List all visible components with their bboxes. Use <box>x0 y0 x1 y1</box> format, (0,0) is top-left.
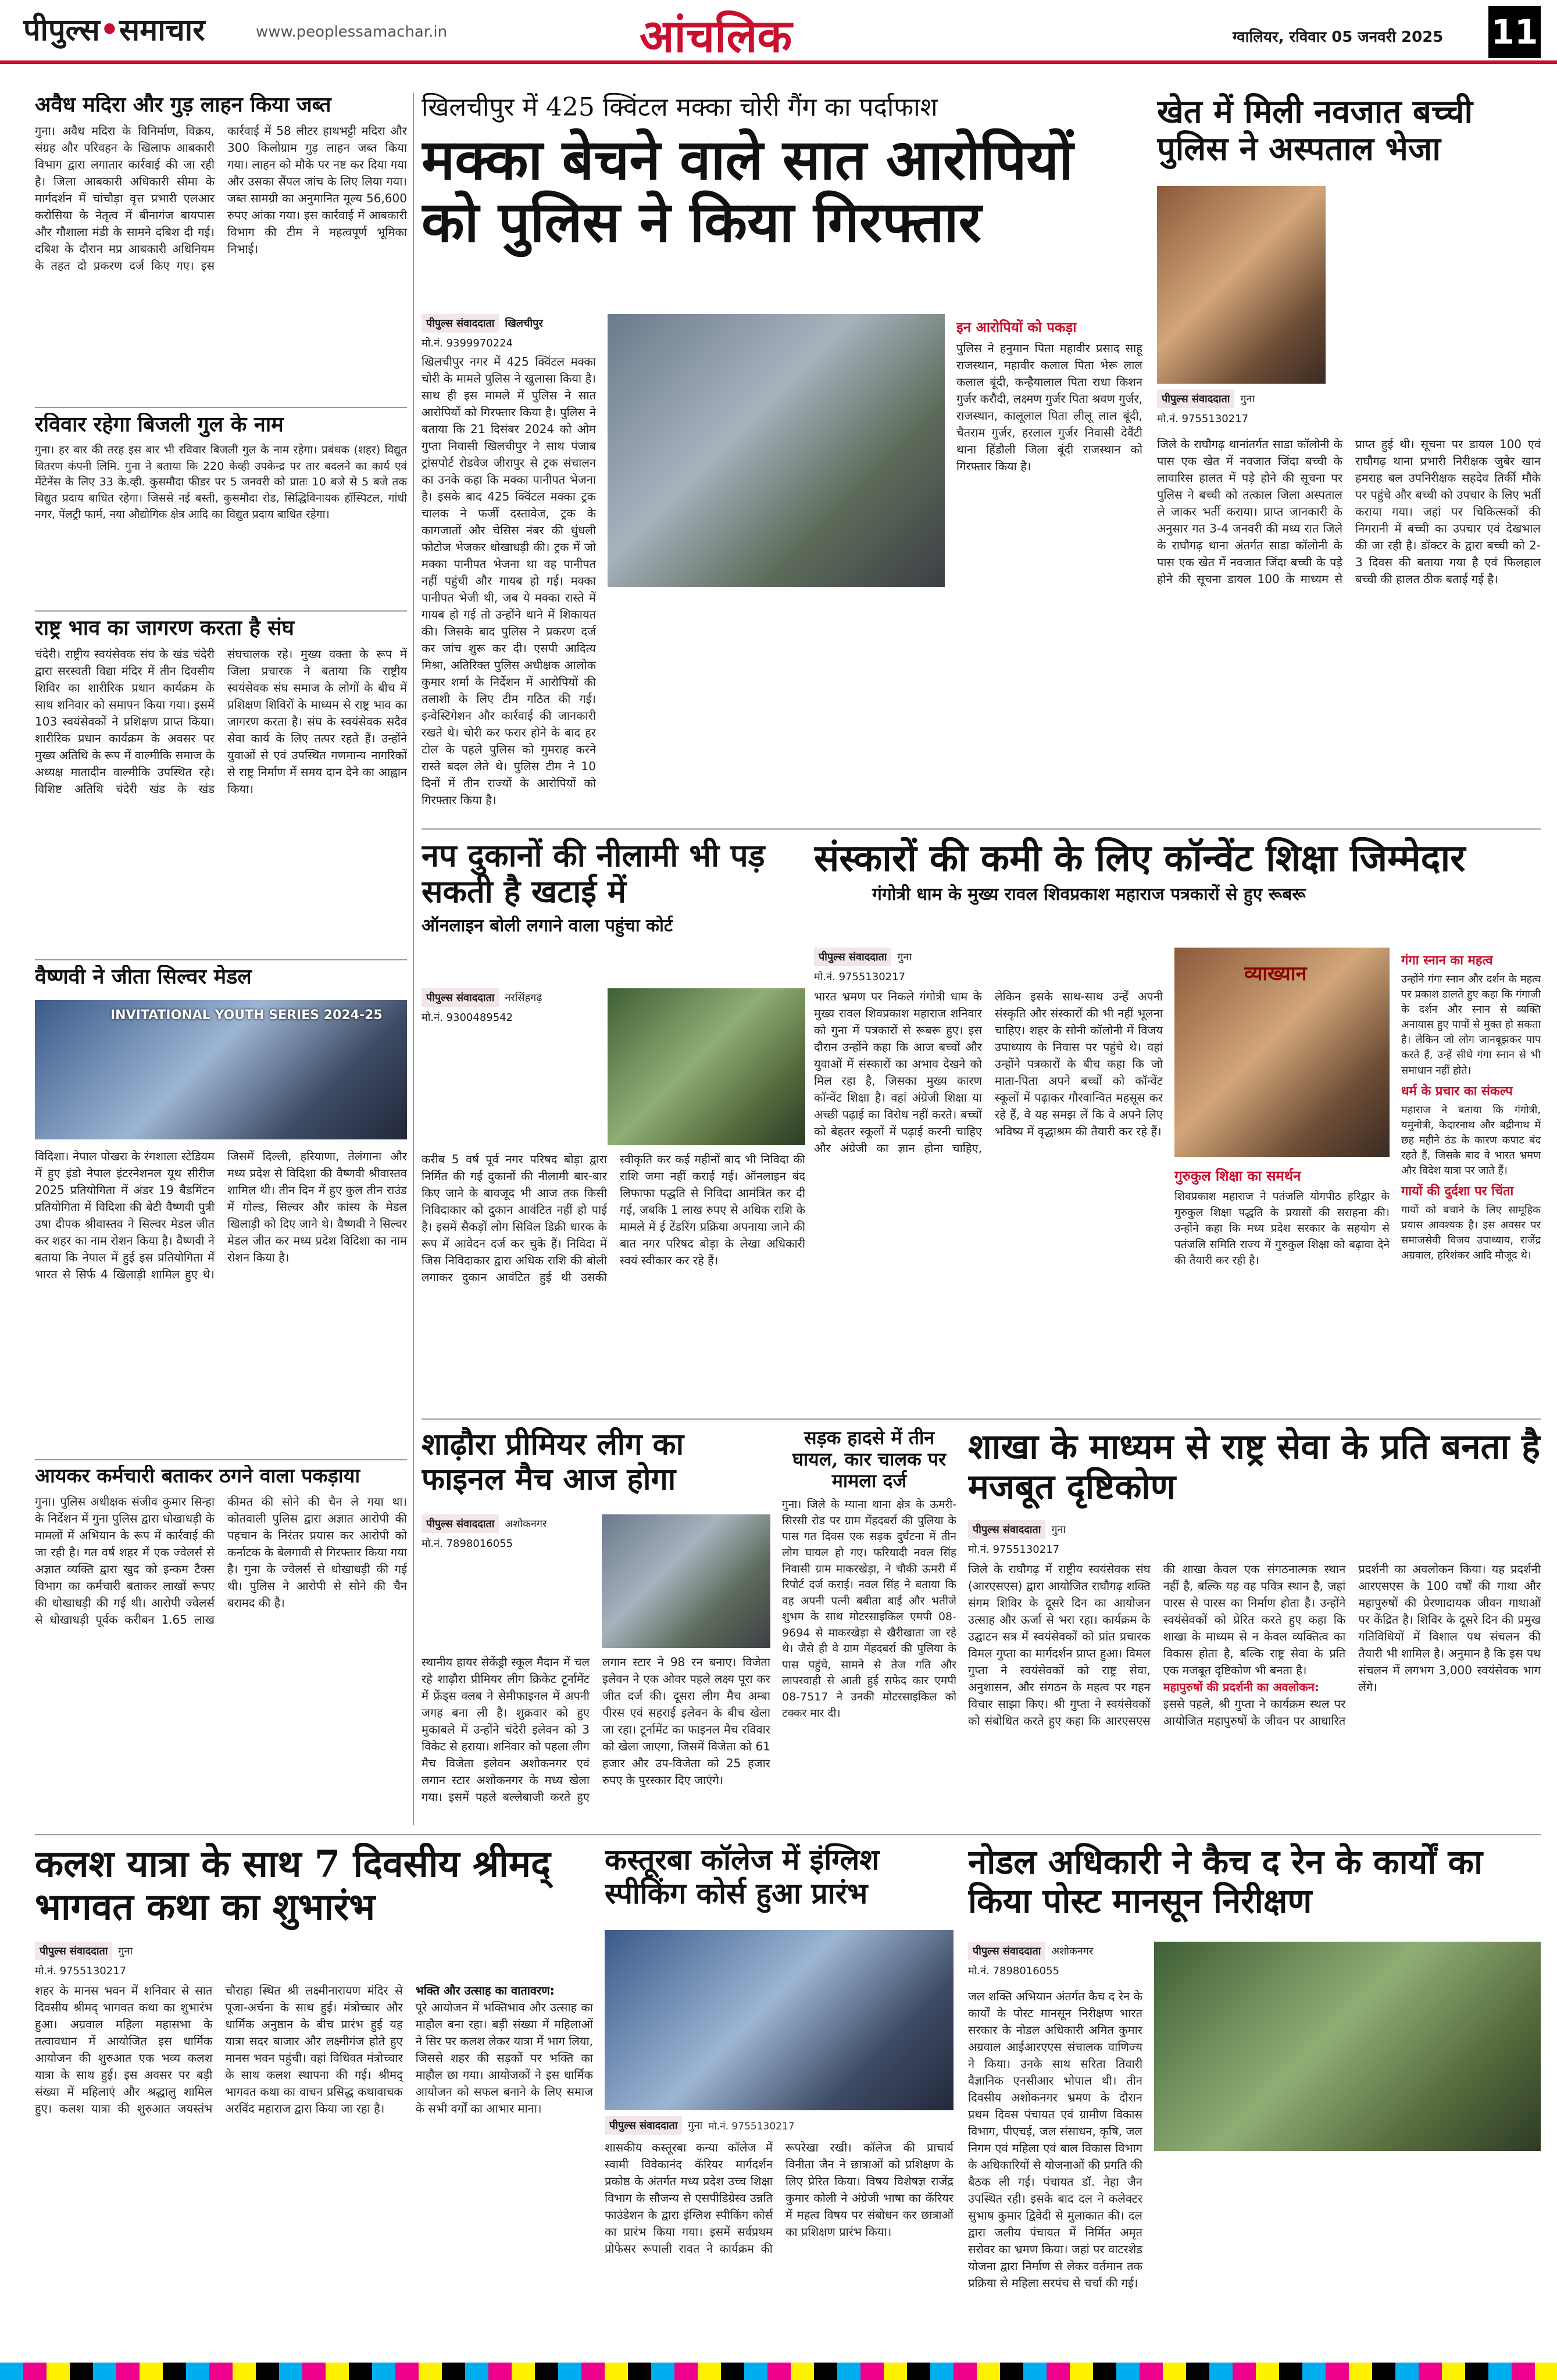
brand-separator: • <box>99 12 120 48</box>
article-body: गुना। हर बार की तरह इस बार भी रविवार बिजली गुल के नाम रहेगा। प्रबंधक (शहर) विद्युत वितरण कंपनी लिमि. गुना ने बताया कि 220 केव्ही उपकेन्द्र पर तार बदलने का कार्य एवं मेंटेनेंस के लिए 33 के.व्ही. कुसमौदा फीडर पर 5 जनवरी को प्रातः 10 बजे से 5 बजे तक विद्युत प्रदाय बाधित रहेगा। जिससे नई बस्ती, कुसमौदा रोड, सिद्धिविनायक हॉस्पिटल, गांधी नगर, पेंलट्री फार्म, नया औद्योगिक क्षेत्र आदि का विद्युत प्रदाय बाधित रहेगा। <box>35 444 407 521</box>
byline-name: पीपुल्स संवाददाता <box>1157 389 1234 408</box>
side-title-cows: गायों की दुर्दशा पर चिंता <box>1401 1184 1514 1199</box>
article-body: भारत भ्रमण पर निकले गंगोत्री धाम के मुख्य रावल शिवप्रकाश महाराज शनिवार को गुना में पत्रकारों से रूबरू हुए। इस दौरान उन्होंने कहा कि आज बच्चों और युवाओं में संस्कारों का अभाव देखने को मिल रहा है, जिसका मुख्य कारण कॉन्वेंट शिक्षा है। वहां अंग्रेजी शिक्षा या अच्छी पढ़ाई का विरोध नहीं करते। बच्चों को बेहतर स्कूलों में पढ़ाई करनी चाहिए और अंग्रेजी का ज्ञान होना चाहिए, लेकिन इसके साथ-साथ उन्हें अपनी संस्कृति और संस्कारों की भी नहीं भूलना चाहिए। शहर के सोनी कॉलोनी में विजय उपाध्याय के निवास पर पहुंचे थे। वहां उन्होंने पत्रकारों के बीच कहा कि जो माता-पिता अपने बच्चों को कॉन्वेंट स्कूलों में पढ़ाकर गौरवान्वित महसूस कर रहे हैं, वे यह समझ लें कि वे अपने लिए भविष्य में वृद्धाश्रम की तैयारी कर रहे हैं। <box>814 989 1163 1155</box>
article-body: जल शक्ति अभियान अंतर्गत कैच द रेन के कार्यों के पोस्ट मानसून निरीक्षण भारत सरकार के नोडल अधिकारी अमित कुमार अग्रवाल आईआरएएस संचालक वाणिज्य ने किया। उनके साथ सरिता तिवारी वैज्ञानिक एनसीआर भोपाल थी। तीन दिवसीय अशोकनगर भ्रमण के दौरान प्रथम दिवस पंचायत एवं ग्रामीण विकास विभाग, पीएचई, जल संसाधन, कृषि, जल निगम एवं महिला एवं बाल विकास विभाग के अधिकारियों से योजनाओं की प्रगति की बैठक ली गई। पंचायत डॉ. नेहा जैन उपस्थित रही। इसके बाद दल ने कलेक्टर सुभाष कुमार द्विवेदी से मुलाकात की। दल द्वारा जलीय पंचायत में निर्मित अमृत सरोवर का भ्रमण किया। जहां पर वाटरशेड योजना द्वारा निर्माण से लेकर वर्तमान तक प्रक्रिया से महिला सरपंच से चर्चा की गई। <box>968 1989 1142 2290</box>
byline <box>422 314 596 333</box>
article-cricket-league <box>422 1427 770 1828</box>
divider <box>35 407 407 408</box>
byline-name: पीपुल्स संवाददाता <box>968 1942 1045 1960</box>
byline-name: पीपुल्स संवाददाता <box>814 948 891 966</box>
subhead-arrested: इन आरोपियों को पकड़ा <box>956 319 1077 335</box>
headline: खेत में मिली नवजात बच्ची पुलिस ने अस्पताल भेजा <box>1157 93 1473 169</box>
byline-block <box>968 1942 1142 1981</box>
cricket-team-photo <box>602 1514 770 1648</box>
byline-phone: मो.नं. 9399970224 <box>422 337 513 349</box>
headline: अवैध मदिरा और गुड़ लाहन किया जब्त <box>35 93 331 117</box>
article-body: शासकीय कस्तूरबा कन्या कॉलेज में स्वामी विवेकानंद कॅरियर मार्गदर्शन प्रकोष्ठ के अंतर्गत मध्य प्रदेश उच्च शिक्षा विभाग के सौजन्य से एसपीडिग्रेस्व उन्नति फाउंडेशन के द्वारा इंग्लिश स्पीकिंग कोर्स का प्रारंभ किया गया। इसमें सर्वप्रथम प्रोफेसर रूपाली रावत ने कार्यक्रम की रूपरेखा रखी। कॉलेज की प्राचार्य विनीता जैन ने छात्राओं को प्रशिक्षण के लिए प्रेरित किया। विषय विशेषज्ञ राजेंद्र कुमार कोली ने अंग्रेजी भाषा का कॅरियर में महत्व विषय पर संबोधन कर छात्राओं का प्रशिक्षण प्रारंभ किया। <box>605 2140 954 2256</box>
byline-name: पीपुल्स संवाददाता <box>422 988 499 1007</box>
headline: नप दुकानों की नीलामी भी पड़ सकती है खटाई में <box>422 837 765 910</box>
box-gurukul <box>1174 1163 1390 1407</box>
box-body: शिवप्रकाश महाराज ने पतंजलि योगपीठ हरिद्वार के गुरुकुल शिक्षा पद्धति के प्रयासों की सराहना की। उन्होंने कहा कि मध्य प्रदेश सरकार के सहयोग से पतंजलि समिति राज्य में गुरुकुल शिक्षा को बढ़ावा देने की तैयारी कर रही है। <box>1174 1190 1390 1267</box>
byline-block <box>1157 389 1326 429</box>
byline-name: पीपुल्स संवाददाता <box>35 1942 112 1960</box>
byline-phone: मो.नं. 9755130217 <box>968 1543 1060 1556</box>
byline-block <box>422 988 596 1028</box>
byline-name: पीपुल्स संवाददाता <box>968 1520 1045 1539</box>
arrested-accused-photo <box>608 314 945 587</box>
headline: वैष्णवी ने जीता सिल्वर मेडल <box>35 965 252 989</box>
newborn-photo <box>1157 186 1326 384</box>
byline <box>968 1520 1142 1539</box>
article-body <box>35 1982 593 2354</box>
byline-block <box>605 2116 954 2138</box>
article-english-course <box>605 1843 954 2360</box>
byline <box>1157 389 1326 408</box>
article-newborn-found <box>1157 93 1541 820</box>
lead-story-maize-theft <box>422 93 1142 820</box>
article-fraud-arrest <box>35 1465 407 1825</box>
divider <box>35 959 407 960</box>
article-rss-shakha <box>968 1427 1541 1828</box>
brand-name-a: पीपुल्स <box>23 12 100 48</box>
article-body: चंदेरी। राष्ट्रीय स्वयंसेवक संघ के खंड चंदेरी द्वारा सरस्वती विद्या मंदिर में तीन दिवसीय शिविर का शारीरिक प्रधान कार्यक्रम के साथ शनिवार को समापन किया गया। इसमें 103 स्वयंसेवकों ने प्रशिक्षण प्राप्त किया। शारीरिक प्रधान कार्यक्रम के अवसर पर मुख्य अतिथि के रूप में वाल्मीकि समाज के अध्यक्ष मातादीन वाल्मीकि उपस्थित रहे। विशिष्ट अतिथि चंदेरी खंड के खंड संघचालक रहे। मुख्य वक्ता के रूप में जिला प्रचारक ने बताया कि राष्ट्रीय स्वयंसेवक संघ समाज के लोगों के बीच में प्रशिक्षण शिविरों के माध्यम से राष्ट्र भाव का जागरण करता है। संघ के स्वयंसेवक सदैव सेवा कार्य के लिए तत्पर रहते हैं। उन्होंने युवाओं से एवं उपस्थित गणमान्य नागरिकों से राष्ट्र निर्माण में समय दान देने का आह्वान किया। <box>35 647 407 796</box>
column-divider <box>413 93 414 1825</box>
headline: शाखा के माध्यम से राष्ट्र सेवा के प्रति बनता है मजबूत दृष्टिकोण <box>968 1427 1540 1507</box>
headline: शाढ़ौरा प्रीमियर लीग का फाइनल मैच आज होगा <box>422 1427 684 1497</box>
byline-phone: मो.नं. 7898016055 <box>422 1538 513 1550</box>
byline <box>968 1942 1142 1960</box>
byline-place: नरसिंहगढ़ <box>505 992 542 1004</box>
article-shop-auction <box>422 837 805 1413</box>
headline: संस्कारों की कमी के लिए कॉन्वेंट शिक्षा जिम्मेदार <box>814 837 1466 880</box>
byline-place: खिलचीपुर <box>505 317 543 330</box>
subheadline: ऑनलाइन बोली लगाने वाला पहुंचा कोर्ट <box>422 916 673 937</box>
article-body: खिलचीपुर नगर में 425 क्विंटल मक्का चोरी के मामले पुलिस ने खुलासा किया है। साथ ही इस मामले में पुलिस ने सात आरोपियों को गिरफ्तार किया है। पुलिस ने बताया कि 21 दिसंबर 2024 को ओम गुप्ता निवासी खिलचीपुर ने साथ पंजाब ट्रांसपोर्ट रोडवेज जीरापुर से ट्रक संचालन का उनके कहा कि मक्का पानीपत भेजना है। इसके बाद 425 क्विंटल मक्का ट्रक चालक ने फर्जी दस्तावेज, ट्रक के कागजातों और चेसिस नंबर की धुंधली फोटोज भेजकर धोखाधड़ी की। ट्रक में जो मक्का पानीपत भेजना था वह पानीपत नहीं पहुंची और गायब हो गई। मक्का पानीपत भेजी थी, जब ये मक्का रास्ते में गायब हो गई तो उन्होंने थाने में शिकायत की। जिसके बाद पुलिस ने प्रकरण दर्ज कर जांच शुरू कर दी। एसपी आदित्य मिश्रा, अतिरिक्त पुलिस अधीक्षक आलोक कुमार शर्मा के निर्देशन में आरोपियों की तलाशी के लिए टीम गठित की गई। इन्वेस्टिगेशन और कार्रवाई की जानकारी रखते थे। चोरी कर फरार होने के बाद हर टोल के पहले पुलिस को गुमराह करने रास्ते बदल लेते थे। पुलिस टीम ने 10 दिनों में तीन राज्यों के आरोपियों को गिरफ्तार किया है। <box>422 355 596 807</box>
banner-text: व्याख्यान <box>1244 962 1307 985</box>
article-rss-chanderi <box>35 616 407 953</box>
article-kalash-yatra <box>35 1843 593 2360</box>
byline-phone: मो.नं. 9755130217 <box>814 971 906 983</box>
press-conference-photo <box>1174 948 1390 1157</box>
newspaper-brand[interactable] <box>23 8 205 49</box>
article-body: विदिशा। नेपाल पोखरा के रंगशाला स्टेडियम में हुए इंडो नेपाल इंटरनेशनल यूथ सीरीज 2025 प्रतियोगिता में अंडर 19 बैडमिंटन प्रतियोगिता में विदिशा की बेटी वैष्णवी पुत्री उषा दीपक श्रीवास्तव ने सिल्वर मेडल जीत कर शहर का नाम रोशन किया है। वैष्णवी ने बताया कि नेपाल में हुई इस प्रतियोगिता में भारत से सिर्फ 4 खिलाड़ी शामिल हुए थे। जिसमें दिल्ली, हरियाणा, तेलंगाना और मध्य प्रदेश से विदिशा की वैष्णवी श्रीवास्तव शामिल थी। तीन दिन में हुए कुल तीन राउंड में गोल्ड, सिल्वर और कांस्य के मेडल खिलाड़ी को दिए जाने थे। वैष्णवी ने सिल्वर मेडल जीत कर मध्य प्रदेश विदिशा का नाम रोशन किया है। <box>35 1149 407 1281</box>
divider <box>422 828 1541 830</box>
byline-phone: मो.नं. 9755130217 <box>1157 413 1249 425</box>
divider <box>35 1459 407 1460</box>
byline-name: पीपुल्स संवाददाता <box>422 1514 499 1533</box>
byline <box>422 1514 590 1533</box>
byline-place: गुना <box>897 951 912 963</box>
college-classroom-photo <box>605 1930 954 2110</box>
side-body-cows: गायों को बचाने के लिए सामूहिक प्रयास आवश्यक है। इस अवसर पर समाजसेवी विजय उपाध्याय, राजेंद्र अग्रवाल, हरिशंकर आदि मौजूद थे। <box>1401 1204 1541 1262</box>
article-text: शहर के मानस भवन में शनिवार से सात दिवसीय श्रीमद् भागवत कथा का शुभारंभ हुआ। अग्रवाल महिला महासभा के तत्वावधान में आयोजित इस धार्मिक आयोजन की शुरुआत एक भव्य कलश यात्रा के साथ हुई। इस अवसर पर बड़ी संख्या में महिलाएं और श्रद्धालु शामिल हुए। कलश यात्रा की शुरुआत जयस्तंभ चौराहा स्थित श्री लक्ष्मीनारायण मंदिर से पूजा-अर्चना के साथ हुई। मंत्रोच्चार और धार्मिक अनुष्ठान के बीच प्रारंभ हुई यह यात्रा सदर बाजार और लक्ष्मीगंज होते हुए मानस भवन पहुंची। वहां विधिवत मंत्रोच्चार के साथ कलश स्थापना की गई। श्रीमद् भागवत कथा का वाचन प्रसिद्ध कथावाचक अरविंद महाराज द्वारा किया जा रहा है। <box>35 1984 403 2115</box>
headline: राष्ट्र भाव का जागरण करता है संघ <box>35 616 294 640</box>
article-power-cut <box>35 413 407 605</box>
headline: आयकर कर्मचारी बताकर ठगने वाला पकड़ाया <box>35 1465 360 1488</box>
inspection-photo <box>1154 1942 1541 2151</box>
article-liquor-seizure <box>35 93 407 401</box>
sidebar-notes <box>1401 948 1541 1413</box>
headline: रविवार रहेगा बिजली गुल के नाम <box>35 413 284 437</box>
subhead-exhibition: महापुरुषों की प्रदर्शनी का अवलोकन: <box>1163 1680 1319 1694</box>
headline: नोडल अधिकारी ने कैच द रेन के कार्यों का किया पोस्ट मानसून निरीक्षण <box>968 1843 1483 1921</box>
box-title: गुरुकुल शिक्षा का समर्थन <box>1174 1168 1301 1184</box>
byline-place: गुना <box>118 1945 133 1957</box>
headline: सड़क हादसे में तीन घायल, कार चालक पर मामला दर्ज <box>792 1427 947 1492</box>
article-vaishnavi-silver <box>35 965 407 1453</box>
subheadline: गंगोत्री धाम के मुख्य रावल शिवप्रकाश महाराज पत्रकारों से हुए रूबरू <box>872 884 1306 905</box>
article-body: स्थानीय हायर सेकेंड्री स्कूल मैदान में चल रहे शाढ़ौरा प्रीमियर लीग क्रिकेट टूर्नामेंट में फ्रेंड्स क्लब ने सेमीफाइनल में अपनी जगह बना ली है। शुक्रवार को हुए मुकाबले में उन्होंने चंदेरी इलेवन को 3 विकेट से हराया। शनिवार को पहला लीग मैच विजेता इलेवन अशोकनगर एवं लगान स्टार अशोकनगर के मध्य खेला गया। इसमें पहले बल्लेबाजी करते हुए लगान स्टार ने 98 रन बनाए। विजेता इलेवन ने एक ओवर पहले लक्ष्य पूरा कर जीत दर्ज की। दूसरा लीग मैच अम्बा पीरस एवं सहराई इलेवन के बीच खेला जा रहा। टूर्नामेंट का फाइनल मैच रविवार को खेला जाएगा, जिसमें विजेता को 61 हजार और उप-विजेता को 25 हजार रुपए के पुरस्कार दिए जाएंगे। <box>422 1655 770 1804</box>
byline-phone: मो.नं. 7898016055 <box>968 1965 1060 1977</box>
article-road-accident <box>782 1427 956 1828</box>
color-registration-bar <box>0 2363 1557 2380</box>
masthead <box>0 0 1557 64</box>
article-body <box>968 1561 1541 1825</box>
byline-place: अशोकनगर <box>505 1518 547 1530</box>
lead-kicker: खिलचीपुर में 425 क्विंटल मक्का चोरी गैंग का पर्दाफाश <box>422 93 938 122</box>
byline-block <box>968 1520 1142 1560</box>
side-title-ganga: गंगा स्नान का महत्व <box>1401 953 1493 968</box>
byline-phone: मो.नं. 9755130217 <box>35 1965 127 1977</box>
article-convent-education <box>814 837 1541 1418</box>
brand-name-b: समाचार <box>119 12 205 48</box>
side-title-dharma: धर्म के प्रचार का संकल्प <box>1401 1084 1513 1099</box>
article-body: जिले के राघौगढ़ थानांतर्गत साडा कॉलोनी के पास एक खेत में नवजात जिंदा बच्ची के लावारिस हालत में पड़े होने की सूचना पर पुलिस ने बच्ची को तत्काल जिला अस्पताल ले जाकर भर्ती कराया। प्राप्त जानकारी के अनुसार गत 3-4 जनवरी की मध्य रात जिले के राघौगढ़ थाना अंतर्गत साडा कॉलोनी के पास एक खेत में नवजात जिंदा बच्ची के पड़े होने की सूचना डायल 100 के माध्यम से प्राप्त हुई थी। सूचना पर डायल 100 एवं राघौगढ़ थाना प्रभारी निरीक्षक जुबेर खान हमराह बल उपनिरीक्षक सहदेव तिर्की मौके पर पहुंचे और बच्ची को उपचार के लिए भर्ती कराया गया। जहां पर चिकित्सकों की निगरानी में बच्ची का उपचार एवं देखभाल की जा रही है। डॉक्टर के द्वारा बच्ची को 2-3 दिवस की बताया गया है एवं फिलहाल बच्ची की हालत ठीक बताई गई है। <box>1157 437 1541 586</box>
byline-block <box>35 1942 209 1981</box>
article-body: करीब 5 वर्ष पूर्व नगर परिषद बोड़ा द्वारा निर्मित की गई दुकानों की नीलामी बार-बार किए जाने के बावजूद भी आज तक किसी निविदाकार को दुकान आवंटित नहीं हो पाई है। इसमें सैकड़ों लोग सिविल डिक्री धारक के रूप में आवेदन दर्ज कर चुके हैं। निविदा में जिस निविदाकार द्वारा अधिक राशि की बोली लगाकर दुकान आवंटित हुई थी उसकी स्वीकृति कर कई महीनों बाद भी निविदा की राशि जमा नहीं कराई गई। ऑनलाइन बंद लिफाफा पद्धति से निविदा आमंत्रित कर दी गई, जबकि 1 लाख रुपए से अधिक राशि के मामले में ई टेंडरिंग प्रक्रिया अपनाया जाने की बात नगर परिषद बोड़ा के लेखा अधिकारी स्वयं स्वीकार कर रहे हैं। <box>422 1152 805 1284</box>
byline-place: गुना <box>688 2120 703 2132</box>
byline-phone: मो.नं. 9755130217 <box>708 2120 795 2132</box>
subhead-atmosphere: भक्ति और उत्साह का वातावरण: <box>415 1984 555 1997</box>
headline: कस्तूरबा कॉलेज में इंग्लिश स्पीकिंग कोर्स हुआ प्रारंभ <box>605 1843 880 1910</box>
subhead-body: इससे पहले, श्री गुप्ता ने कार्यक्रम स्थल पर आयोजित महापुरुषों के जीवन पर आधारित प्रदर्शनी का अवलोकन किया। यह प्रदर्शनी आरएसएस के 100 वर्षों की गाथा और महापुरुषों की प्रेरणादायक जीवन गाथाओं पर केंद्रित है। शिविर के दूसरे दिन की प्रमुख गतिविधियों में विशाल पथ संचलन की तैयारी भी शामिल है। अनुमान है कि इस पथ संचलन में लगभग 3,000 स्वयंसेवक भाग लेंगे। <box>1163 1562 1541 1728</box>
side-body-dharma: महाराज ने बताया कि गंगोत्री, यमुनोत्री, केदारनाथ और बद्रीनाथ में छह महीने ठंड के कारण कपाट बंद रहते हैं, जिसके बाद वे भारत भ्रमण और विदेश यात्रा पर जाते हैं। <box>1401 1103 1541 1177</box>
article-body: गुना। पुलिस अधीक्षक संजीव कुमार सिन्हा के निर्देशन में गुना पुलिस द्वारा धोखाधड़ी के मामलों में अभियान के रूप में कार्रवाई की जा रही है। गत वर्ष शहर में एक ज्वेलर्स से अज्ञात व्यक्ति द्वारा खुद को इन्कम टैक्स विभाग का कर्मचारी बताकर लाखों रूपए की धोखाधड़ी की गई थी। आरोपी ज्वेलर्स से धोखाधड़ी पूर्वक करीबन 1.65 लाख कीमत की सोने की चैन ले गया था। कोतवाली पुलिस द्वारा अज्ञात आरोपी की पहचान के निरंतर प्रयास कर आरोपी को कर्नाटक के बेलगावी से गिरफ्तार किया गया है। गुना के ज्वेलर्स से धोखाधड़ी की गई थी। पुलिस ने आरोपी से सोने की चैन बरामद की है। <box>35 1495 407 1627</box>
byline-phone: मो.नं. 9300489542 <box>422 1012 513 1024</box>
byline <box>422 988 596 1007</box>
lead-headline: मक्का बेचने वाले सात आरोपियों को पुलिस ने किया गिरफ्तार <box>422 126 1074 255</box>
article-catch-the-rain <box>968 1843 1541 2360</box>
divider <box>422 1418 1541 1420</box>
shops-photo <box>608 988 805 1145</box>
subhead-body: पुलिस ने हनुमान पिता महावीर प्रसाद साहू राजस्थान, महावीर कलाल पिता भेरू लाल कलाल बूंदी, कन्हैयालाल पिता राधा किशन गुर्जर करौदी, लक्ष्मण गुर्जर पिता श्रवण गुर्जर, राजस्थान, कालूलाल पिता लीलू लाल बूंदी, चैतराम गुर्जर, हरलाल गुर्जर निवासी देवैंटी थाना हिंडौली जिला बूंदी राजस्थान को गिरफ्तार किया है। <box>956 341 1142 473</box>
byline-place: अशोकनगर <box>1051 1945 1094 1957</box>
side-body-ganga: उन्होंने गंगा स्नान और दर्शन के महत्व पर प्रकाश डालते हुए कहा कि गंगाजी के दर्शन और स्नान से व्यक्ति अनायास हुए पापों से मुक्त हो सकता है। लेकिन जो लोग जानबूझकर पाप करते हैं, उन्हें सीधे गंगा स्नान से भी समाधान नहीं होते। <box>1401 973 1541 1077</box>
byline-name: पीपुल्स संवाददाता <box>605 2116 682 2135</box>
badminton-team-photo <box>35 1000 407 1139</box>
byline-name: पीपुल्स संवाददाता <box>422 314 499 333</box>
website-url[interactable]: www.peoplessamachar.in <box>256 23 448 41</box>
lead-body-right <box>956 314 1142 820</box>
byline-block <box>422 1514 590 1554</box>
article-body: गुना। जिले के म्याना थाना क्षेत्र के ऊमरी-सिरसी रोड पर ग्राम मेंहदबर्रा की पुलिया के पास गत दिवस एक सड़क दुर्घटना में तीन लोग घायल हो गए। फरियादी नवल सिंह निवासी ग्राम माकरखेड़ा, ने चौकी ऊमरी में रिपोर्ट दर्ज कराई। नवल सिंह ने बताया कि वह अपनी पत्नी बबीता बाई और भतीजे शुभम के साथ मोटरसाइकिल एमपी 08-9694 से माकरखेड़ा से खैरीखाता जा रहे थे। जैसे ही वे ग्राम मेंहदबर्रा की पुलिया के पास पहुंचे, सामने से तेज गति और लापरवाही से आती हुई सफेद कार एमपी 08-7517 ने उनकी मोटरसाइकिल को टक्कर मार दी। <box>782 1498 956 1720</box>
subhead-body: पूरे आयोजन में भक्तिभाव और उत्साह का माहौल बना रहा। बड़ी संख्या में महिलाओं ने सिर पर कलश लेकर यात्रा में भाग लिया, जिससे शहर की सड़कों पर भक्ति का माहौल छा गया। आयोजकों ने इस धार्मिक आयोजन को सफल बनाने के लिए समाज के सभी वर्गों का आभार माना। <box>415 2000 593 2115</box>
byline-place: गुना <box>1051 1524 1066 1536</box>
section-title: आंचलिक <box>640 10 792 63</box>
article-text: जिले के राघौगढ़ में राष्ट्रीय स्वयंसेवक संघ (आरएसएस) द्वारा आयोजित राघौगढ़ शक्ति संगम शिविर के दूसरे दिन का आयोजन उत्साह और ऊर्जा से भरा रहा। कार्यक्रम के उद्घाटन सत्र में स्वयंसेवकों को प्रांत प्रचारक विमल गुप्ता का मार्गदर्शन प्राप्त हुआ। विमल गुप्ता ने स्वयंसेवकों को राष्ट्र सेवा, अनुशासन, और संगठन के महत्व पर गहन विचार साझा किए। श्री गुप्ता ने स्वयंसेवकों को संबोधित करते हुए कहा कि आरएसएस की शाखा केवल एक संगठनात्मक स्थान नहीं है, बल्कि यह वह पवित्र स्थान है, जहां पारस से पारस का निर्माण होता है। उन्होंने स्वयंसेवकों को प्रेरित करते हुए कहा कि शाखा के माध्यम से न केवल व्यक्तित्व का विकास होता है, बल्कि राष्ट्र सेवा के प्रति एक मजबूत दृष्टिकोण भी बनता है। <box>968 1562 1346 1728</box>
article-body: गुना। अवैध मदिरा के विनिर्माण, विक्रय, संग्रह और परिवहन के खिलाफ आबकारी विभाग द्वारा लगातार कार्रवाई की जा रही है। जिला आबकारी अधिकारी सीमा के मार्गदर्शन में चांचौड़ा वृत्त प्रभारी एलआर करोसिया के नेतृत्व में बीनागंज बायपास और गौशाला मंडी के सामने दबिश दी गई। दबिश के दौरान मप्र आबकारी अधिनियम के तहत दो प्रकरण दर्ज किए गए। इस कार्रवाई में 58 लीटर हाथभट्टी मदिरा और 300 किलोग्राम गुड़ लाहन जब्त किया गया। लाहन को मौके पर नष्ट कर दिया गया और उसका सैंपल जांच के लिए लिया गया। जब्त सामग्री का अनुमानित मूल्य 56,600 रुपए आंका गया। इस कार्रवाई में आबकारी विभाग की टीम ने महत्वपूर्ण भूमिका निभाई। <box>35 124 407 273</box>
divider <box>35 610 407 612</box>
page-number: 11 <box>1488 6 1541 58</box>
byline-place: गुना <box>1240 393 1255 405</box>
lead-body-left <box>422 314 596 820</box>
headline: कलश यात्रा के साथ 7 दिवसीय श्रीमद् भागवत कथा का शुभारंभ <box>35 1843 551 1929</box>
byline <box>35 1942 209 1960</box>
divider <box>35 1834 1541 1835</box>
photo-banner-text: INVITATIONAL YOUTH SERIES 2024-25 <box>110 1008 383 1023</box>
byline <box>814 948 988 966</box>
byline <box>605 2116 954 2135</box>
byline-block <box>814 948 988 987</box>
dateline: ग्वालियर, रविवार 05 जनवरी 2025 <box>1233 28 1444 46</box>
